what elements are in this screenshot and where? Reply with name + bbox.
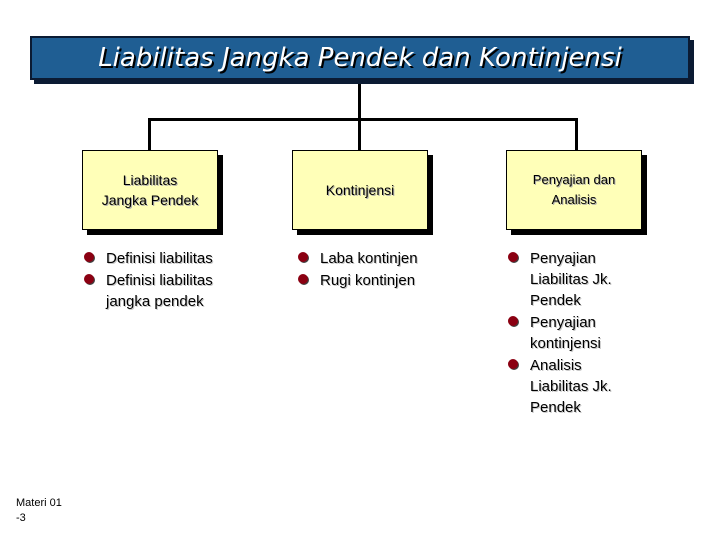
node-label-line1: Kontinjensi — [325, 182, 395, 198]
list-item: Penyajian kontinjensi — [508, 312, 626, 354]
bullet-icon — [84, 274, 94, 284]
connector-left — [148, 118, 151, 152]
node-label-line1: Liabilitas — [122, 172, 178, 188]
connector-right — [575, 118, 578, 152]
slide-number-line2: -3 — [16, 512, 26, 524]
list-item: Laba kontinjen — [298, 248, 458, 269]
node-liabilitas-jangka-pendek — [82, 150, 218, 230]
list-item: Penyajian Liabilitas Jk. Pendek — [508, 248, 626, 311]
node-penyajian-dan-analisis — [506, 150, 642, 230]
slide-number — [16, 496, 62, 526]
bullet-list-penyajian — [508, 248, 626, 419]
slide-number-line1: Materi 01 — [16, 497, 62, 509]
bullet-list-kontinjensi — [298, 248, 458, 292]
list-item: Definisi liabilitas — [84, 248, 234, 269]
node-label-line2: Jangka Pendek — [101, 192, 199, 208]
connector-bar — [148, 118, 578, 121]
diagram-title: Liabilitas Jangka Pendek dan Kontinjensi — [98, 43, 622, 73]
list-item: Rugi kontinjen — [298, 270, 458, 291]
bullet-icon — [508, 359, 518, 369]
title-box — [30, 36, 690, 80]
node-label-line2: Analisis — [551, 192, 597, 207]
bullet-list-liabilitas — [84, 248, 234, 313]
bullet-icon — [84, 252, 94, 262]
node-label-line1: Penyajian dan — [532, 172, 616, 187]
connector-middle — [358, 118, 361, 152]
bullet-icon — [508, 316, 518, 326]
bullet-icon — [298, 252, 308, 262]
bullet-icon — [508, 252, 518, 262]
list-item: Analisis Liabilitas Jk. Pendek — [508, 355, 626, 418]
bullet-icon — [298, 274, 308, 284]
node-kontinjensi — [292, 150, 428, 230]
connector-trunk — [358, 82, 361, 120]
list-item: Definisi liabilitas jangka pendek — [84, 270, 234, 312]
